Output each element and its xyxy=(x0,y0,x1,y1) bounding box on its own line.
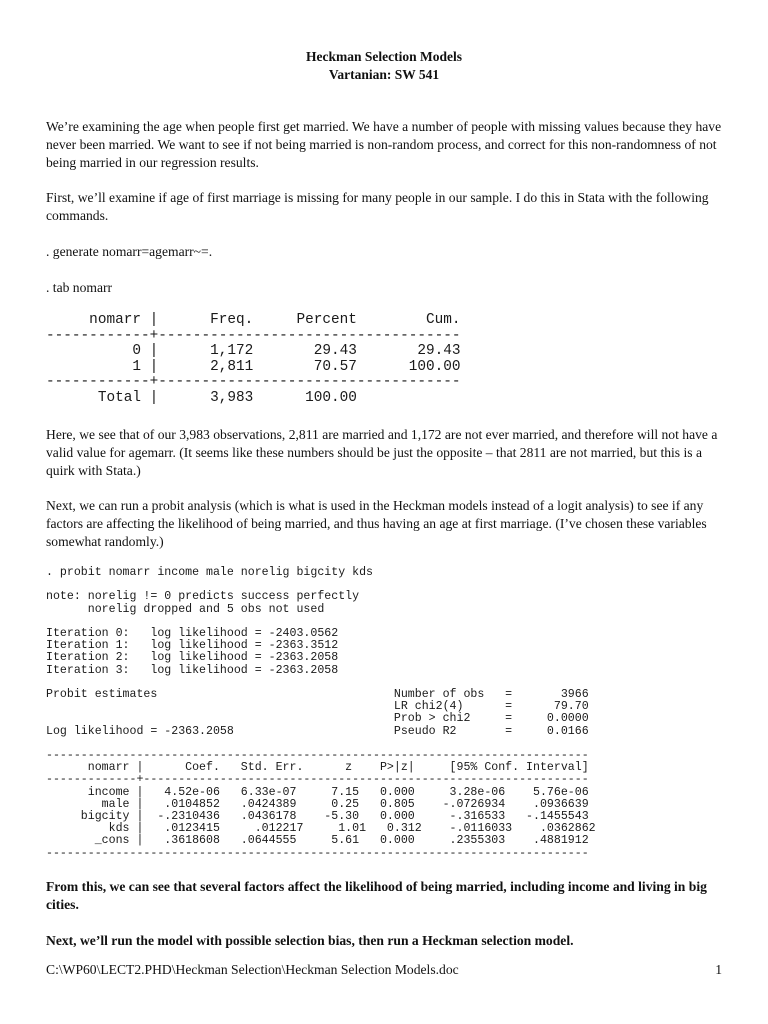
here-paragraph: Here, we see that of our 3,983 observations, 2,811 are married and 1,172 are not ever married, and therefore will not have a valid value for agemarr. (It seems like these numbers should be just the opposite – that 2811 are not married, but this is a quirk with Stata.) xyxy=(46,427,718,478)
probit-output-line: Iteration 1: log likelihood = -2363.3512 xyxy=(46,639,339,653)
generate-command: . generate nomarr=agemarr~=. xyxy=(46,244,213,259)
probit-output-line: male | .0104852 .0424389 0.25 0.805 -.0726934 .0936639 xyxy=(46,797,589,811)
footer-page-number: 1 xyxy=(715,962,722,977)
tab-output-line: 1 | 2,811 70.57 100.00 xyxy=(46,358,461,375)
probit-output-line: . probit nomarr income male norelig bigcity kds xyxy=(46,566,373,579)
probit-output-line: _cons | .3618608 .0644555 5.61 0.000 .2355303 .4881912 xyxy=(46,834,589,848)
probit-output-line: ------------------------------------------------------------------------------ xyxy=(46,846,589,860)
probit-output xyxy=(46,567,596,860)
tab-output-line: ------------+----------------------------------- xyxy=(46,327,461,344)
intro-paragraph: We’re examining the age when people first get married. We have a number of people with missing values because they have never been married. We want to see if not being married is non-random process, and correct for this non-randomness of not being married in our regression results. xyxy=(46,119,722,170)
probit-output-line: Log likelihood = -2363.2058 Pseudo R2 = 0.0166 xyxy=(46,724,589,738)
tab-output-line: Total | 3,983 100.00 xyxy=(46,389,357,406)
probit-output-line: bigcity | -.2310436 .0436178 -5.30 0.000 -.316533 -.1455543 xyxy=(46,810,589,824)
first-paragraph: First, we’ll examine if age of first marriage is missing for many people in our sample. I do this in Stata with the following commands. xyxy=(46,190,709,223)
probit-output-line: Probit estimates Number of obs = 3966 xyxy=(46,688,589,702)
probit-output-line: Iteration 3: log likelihood = -2363.2058 xyxy=(46,663,339,677)
probit-output-line: -------------+---------------------------------------------------------------- xyxy=(46,773,589,787)
probit-output-line: Iteration 2: log likelihood = -2363.2058 xyxy=(46,651,339,665)
next-probit-paragraph: Next, we can run a probit analysis (which is what is used in the Heckman models instead of a logit analysis) to see if any factors are affecting the likelihood of being married, and thus having an age at first marriage. (I’ve chosen these variables somewhat randomly.) xyxy=(46,498,707,549)
probit-output-line: kds | .0123415 .012217 1.01 0.312 -.0116033 .0362862 xyxy=(46,822,596,836)
tab-output-line: 0 | 1,172 29.43 29.43 xyxy=(46,343,461,359)
conclusion-paragraph: From this, we can see that several factors affect the likelihood of being married, including income and living in big cities. xyxy=(46,879,707,912)
probit-output-line: LR chi2(4) = 79.70 xyxy=(46,700,589,714)
probit-output-line: income | 4.52e-06 6.33e-07 7.15 0.000 3.28e-06 5.76e-06 xyxy=(46,785,589,799)
document-title: Heckman Selection Models xyxy=(306,49,462,64)
tab-output-table xyxy=(46,313,461,406)
footer-file-path: C:\WP60\LECT2.PHD\Heckman Selection\Heckman Selection Models.doc xyxy=(46,962,459,977)
probit-output-line: nomarr | Coef. Std. Err. z P>|z| [95% Conf. Interval] xyxy=(46,761,589,775)
document-subtitle: Vartanian: SW 541 xyxy=(328,67,440,82)
probit-output-line: note: norelig != 0 predicts success perfectly xyxy=(46,590,360,604)
probit-output-line: ------------------------------------------------------------------------------ xyxy=(46,749,589,763)
tab-output-line: ------------+----------------------------------- xyxy=(46,374,461,390)
probit-output-line: Prob > chi2 = 0.0000 xyxy=(46,712,589,726)
tab-output-line: nomarr | Freq. Percent Cum. xyxy=(46,312,461,328)
probit-output-line: norelig dropped and 5 obs not used xyxy=(46,602,325,616)
next-heckman-paragraph: Next, we’ll run the model with possible selection bias, then run a Heckman selection model. xyxy=(46,933,574,948)
probit-output-line: Iteration 0: log likelihood = -2403.0562 xyxy=(46,627,339,641)
tab-command: . tab nomarr xyxy=(46,280,113,295)
